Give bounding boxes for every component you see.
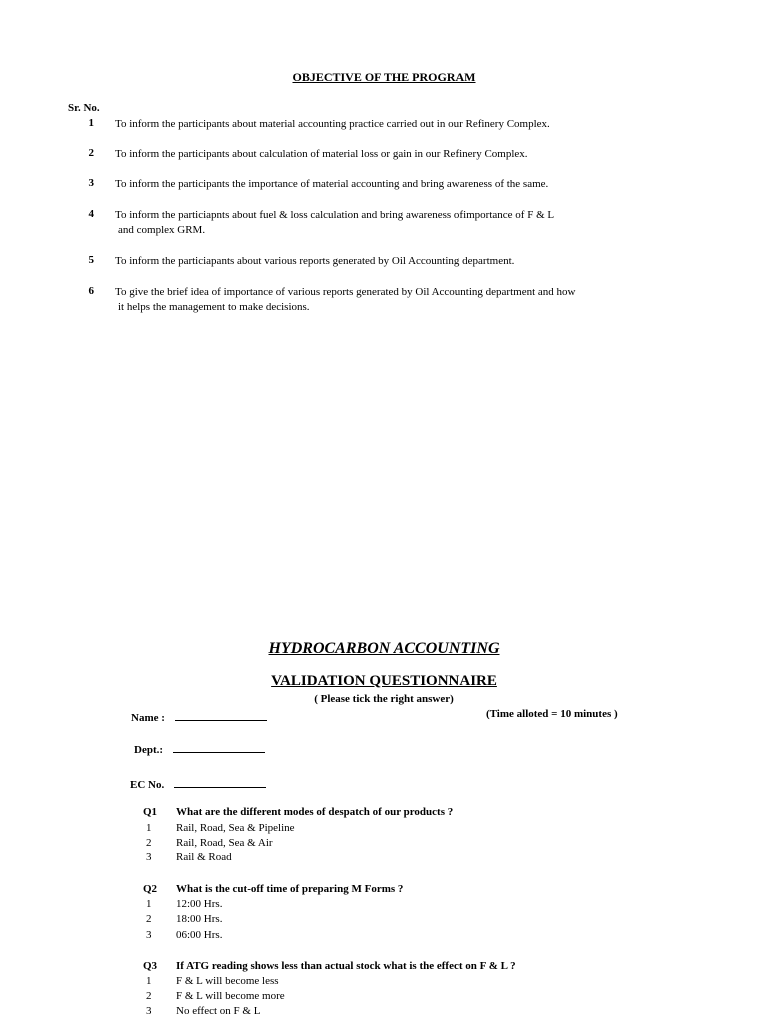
q3-option-3[interactable]: No effect on F & L [176, 1005, 261, 1017]
q1-number: Q1 [143, 806, 158, 818]
q3-option-2-num: 2 [146, 990, 152, 1002]
q3-option-2[interactable]: F & L will become more [176, 990, 285, 1002]
objective-item-2-text [115, 147, 615, 162]
objective-item-5-line1: To inform the particiapants about various reports generated by Oil Accounting department. [115, 255, 515, 267]
sr-no-header: Sr. No. [68, 102, 100, 114]
objective-item-3-line1: To inform the participants the importance of material accounting and bring awareness of the same. [115, 178, 549, 190]
q2-option-1[interactable]: 12:00 Hrs. [176, 898, 223, 910]
q1-option-2[interactable]: Rail, Road, Sea & Air [176, 837, 273, 849]
dept-field [134, 740, 265, 758]
objective-item-4-num: 4 [88, 208, 94, 220]
ec-no-field [130, 775, 266, 793]
objective-item-6-line2: it helps the management to make decisions. [118, 301, 310, 313]
ec-no-label: EC No. [130, 779, 165, 791]
q1-option-3-num: 3 [146, 851, 152, 863]
q3-option-3-num: 3 [146, 1005, 152, 1017]
q3-number: Q3 [143, 960, 158, 972]
q1-option-2-num: 2 [146, 837, 152, 849]
q3-option-1[interactable]: F & L will become less [176, 975, 279, 987]
objective-item-2-line1: To inform the participants about calculation of material loss or gain in our Refinery Complex. [115, 148, 528, 160]
name-input-line[interactable] [175, 709, 267, 721]
objective-item-1-line1: To inform the participants about material accounting practice carried out in our Refinery Complex. [115, 118, 550, 130]
q1-option-1-num: 1 [146, 822, 152, 834]
q3-text: If ATG reading shows less than actual stock what is the effect on F & L ? [176, 960, 516, 972]
q1-text: What are the different modes of despatch of our products ? [176, 806, 454, 818]
questionnaire-instruction: ( Please tick the right answer) [314, 693, 454, 705]
questionnaire-subtitle: VALIDATION QUESTIONNAIRE [271, 673, 497, 689]
objective-item-3-text [115, 177, 615, 192]
objective-item-1-num: 1 [88, 117, 94, 129]
q2-number: Q2 [143, 883, 158, 895]
time-note: (Time alloted = 10 minutes ) [486, 708, 618, 720]
objective-item-6-line1: To give the brief idea of importance of various reports generated by Oil Accounting department and how [115, 286, 576, 298]
q1-option-3[interactable]: Rail & Road [176, 851, 232, 863]
q2-option-1-num: 1 [146, 898, 152, 910]
q2-option-3[interactable]: 06:00 Hrs. [176, 929, 223, 941]
q1-option-1[interactable]: Rail, Road, Sea & Pipeline [176, 822, 295, 834]
q2-option-2-num: 2 [146, 913, 152, 925]
objective-item-4-line2: and complex GRM. [118, 224, 206, 236]
ec-no-input-line[interactable] [174, 776, 266, 788]
q2-option-3-num: 3 [146, 929, 152, 941]
q3-option-1-num: 1 [146, 975, 152, 987]
questionnaire-title: HYDROCARBON ACCOUNTING [268, 640, 500, 657]
name-field [131, 708, 267, 726]
objective-item-3-num: 3 [88, 177, 94, 189]
objective-title: OBJECTIVE OF THE PROGRAM [292, 70, 476, 84]
dept-input-line[interactable] [173, 741, 265, 753]
q2-option-2[interactable]: 18:00 Hrs. [176, 913, 223, 925]
q2-text: What is the cut-off time of preparing M Forms ? [176, 883, 404, 895]
name-label: Name : [131, 712, 165, 724]
objective-item-5-text [115, 254, 615, 269]
objective-item-2-num: 2 [88, 147, 94, 159]
objective-item-5-num: 5 [88, 254, 94, 266]
objective-item-6-num: 6 [88, 285, 94, 297]
objective-item-4-text [115, 208, 615, 238]
objective-item-4-line1: To inform the particiapnts about fuel & loss calculation and bring awareness ofimportance of F & L [115, 209, 555, 221]
objective-item-1-text [115, 117, 615, 132]
dept-label: Dept.: [134, 744, 164, 756]
objective-item-6-text [115, 285, 615, 315]
